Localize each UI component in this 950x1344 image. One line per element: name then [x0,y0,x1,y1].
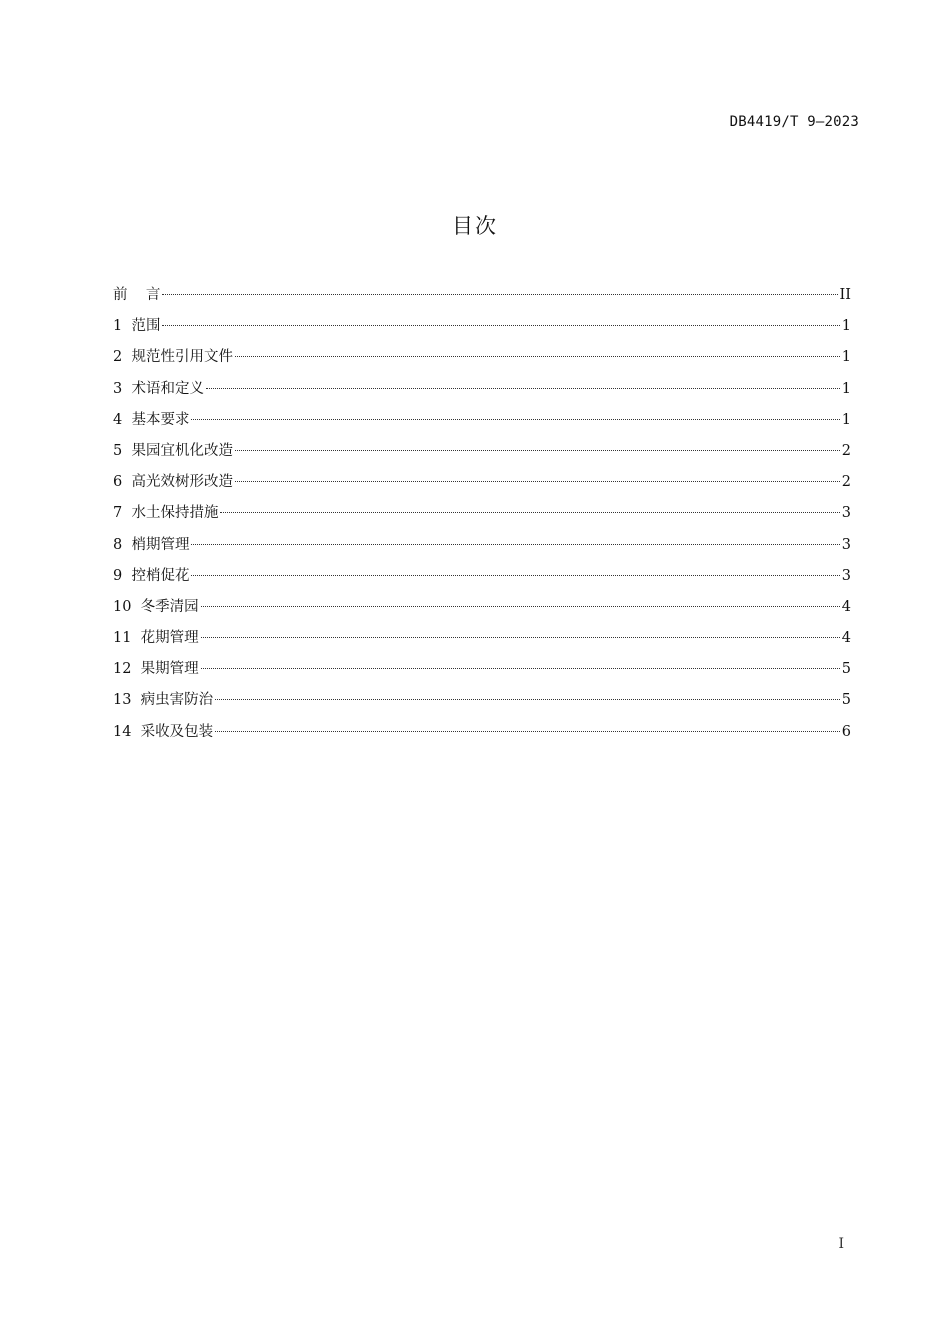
table-of-contents [113,284,851,752]
toc-entry-3[interactable] [113,378,851,409]
toc-entry-8[interactable] [113,534,851,565]
toc-dot-leader [191,544,839,545]
toc-entry-page: 4 [841,630,851,647]
toc-entry-page: 2 [841,474,851,491]
toc-entry-1[interactable] [113,315,851,346]
toc-entry-page: 2 [841,442,851,459]
toc-entry-page: 1 [841,380,851,397]
toc-dot-leader [162,325,839,326]
toc-entry-12[interactable] [113,658,851,689]
toc-entry-label: 4 基本要求 [113,411,190,428]
toc-dot-leader [162,294,837,295]
toc-entry-page: 5 [841,661,851,678]
toc-entry-4[interactable] [113,409,851,440]
toc-entry-5[interactable] [113,440,851,471]
toc-entry-9[interactable] [113,565,851,596]
toc-entry-14[interactable] [113,721,851,752]
page-number: I [838,1236,844,1252]
toc-entry-foreword[interactable] [113,284,851,315]
toc-entry-page: 1 [841,349,851,366]
toc-dot-leader [191,419,839,420]
toc-entry-label: 前 言 [113,287,161,303]
toc-entry-label: 5 果园宜机化改造 [113,442,233,459]
toc-dot-leader [206,388,840,389]
toc-title: 目次 [452,214,498,238]
toc-entry-page: 1 [841,318,851,335]
toc-entry-7[interactable] [113,502,851,533]
toc-entry-label: 3 术语和定义 [113,380,204,397]
toc-dot-leader [201,606,840,607]
toc-entry-page: 4 [841,598,851,615]
toc-entry-page: 6 [841,723,851,740]
toc-dot-leader [215,731,840,732]
toc-entry-11[interactable] [113,627,851,658]
toc-entry-page: 3 [841,505,851,522]
toc-dot-leader [235,481,840,482]
toc-entry-page: 3 [841,567,851,584]
toc-entry-label: 7 水土保持措施 [113,505,219,522]
toc-entry-13[interactable] [113,689,851,720]
toc-entry-6[interactable] [113,471,851,502]
toc-entry-page: 1 [841,411,851,428]
toc-dot-leader [201,668,840,669]
toc-entry-label: 11 花期管理 [113,630,199,647]
toc-dot-leader [235,356,840,357]
toc-entry-page: II [839,287,851,303]
toc-entry-label: 1 范围 [113,318,161,335]
toc-entry-label: 8 梢期管理 [113,536,190,553]
toc-entry-2[interactable] [113,346,851,377]
toc-dot-leader [220,512,839,513]
toc-entry-label: 9 控梢促花 [113,567,190,584]
toc-entry-label: 12 果期管理 [113,661,199,678]
toc-dot-leader [235,450,840,451]
toc-dot-leader [201,637,840,638]
toc-entry-label: 2 规范性引用文件 [113,349,233,366]
document-code: DB4419/T 9—2023 [729,114,859,130]
toc-entry-label: 6 高光效树形改造 [113,474,233,491]
toc-entry-label: 13 病虫害防治 [113,692,214,709]
toc-entry-10[interactable] [113,596,851,627]
toc-entry-label: 14 采收及包装 [113,723,214,740]
toc-entry-page: 3 [841,536,851,553]
toc-entry-page: 5 [841,692,851,709]
toc-dot-leader [191,575,839,576]
toc-entry-label: 10 冬季清园 [113,598,199,615]
toc-dot-leader [215,699,840,700]
